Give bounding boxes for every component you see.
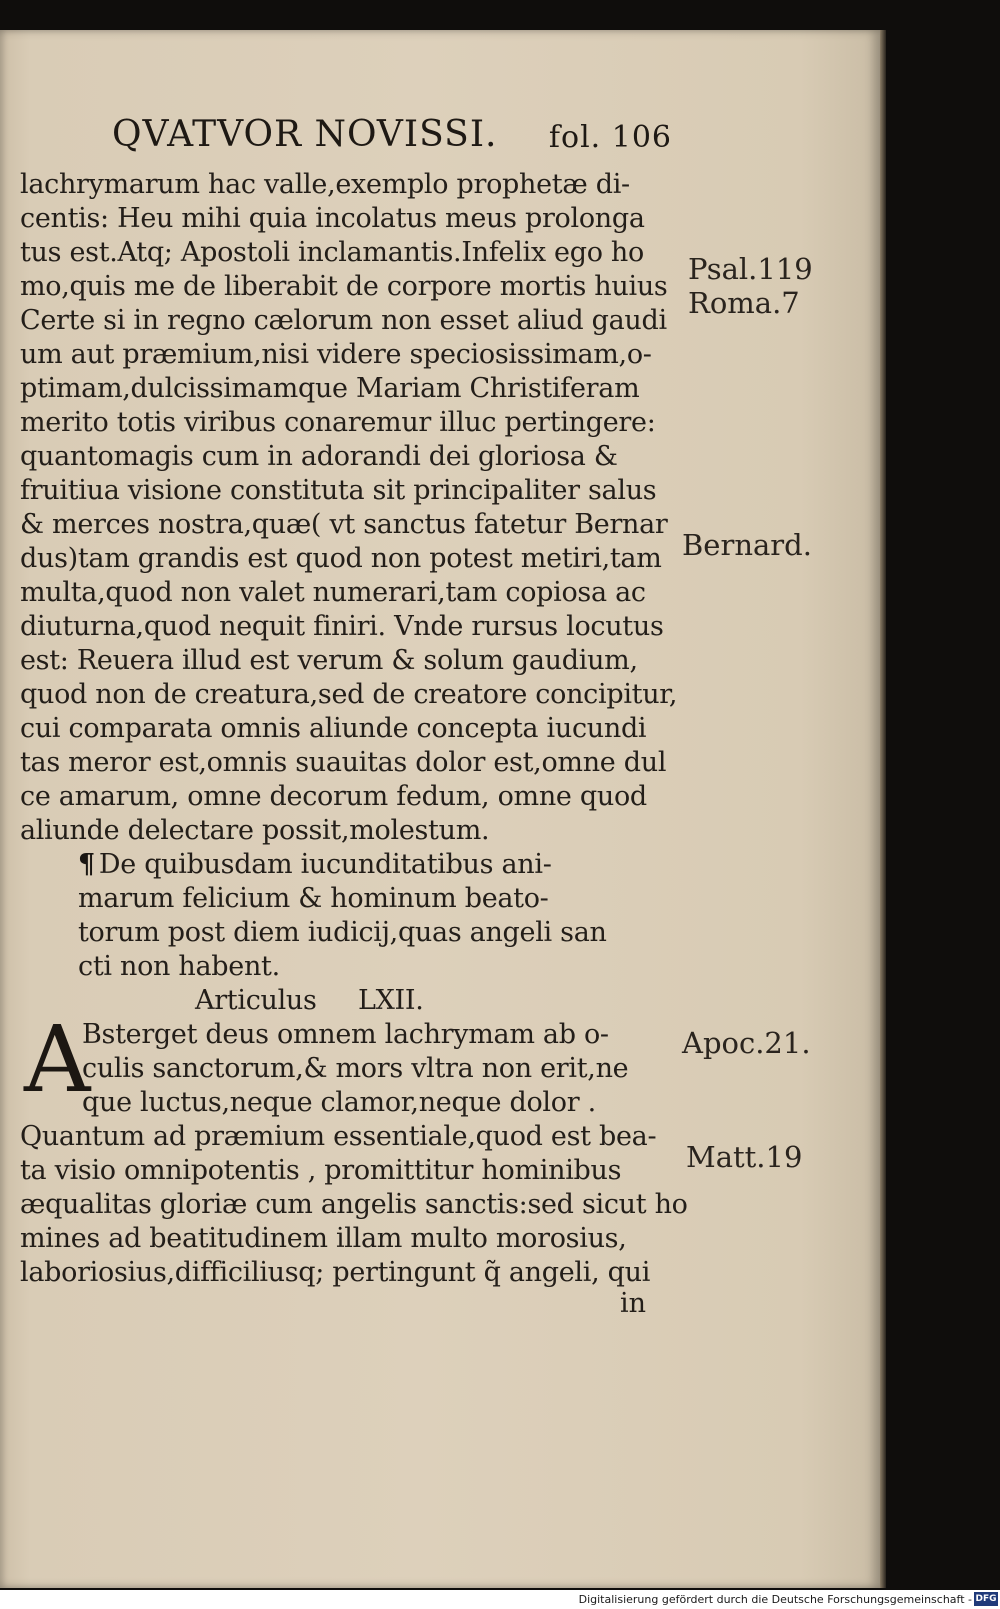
text-line: aliunde delectare possit,molestum. bbox=[20, 815, 490, 846]
text-line: mo,quis me de liberabit de corpore mortis huius bbox=[20, 271, 668, 302]
text-block bbox=[20, 168, 688, 1290]
text-line: que luctus,neque clamor,neque dolor . bbox=[82, 1087, 596, 1118]
text-line: Certe si in regno cælorum non esset aliud gaudi bbox=[20, 305, 667, 336]
chapter-heading-text: De quibusdam iucunditatibus ani- bbox=[98, 849, 552, 880]
catchword: in bbox=[620, 1288, 647, 1319]
margin-note: Bernard. bbox=[682, 528, 812, 562]
text-line: um aut præmium,nisi videre speciosissimam,o- bbox=[20, 339, 652, 370]
margin-note: Psal.119 bbox=[688, 252, 813, 286]
text-line: lachrymarum hac valle,exemplo prophetæ di- bbox=[20, 169, 630, 200]
text-line: Bsterget deus omnem lachrymam ab o- bbox=[82, 1019, 609, 1050]
text-line: mines ad beatitudinem illam multo morosius, bbox=[20, 1223, 627, 1254]
pilcrow-icon: ¶ bbox=[78, 849, 95, 880]
text-line: cui comparata omnis aliunde concepta iucundi bbox=[20, 713, 647, 744]
text-line: multa,quod non valet numerari,tam copiosa ac bbox=[20, 577, 646, 608]
text-line: quod non de creatura,sed de creatore concipitur, bbox=[20, 679, 678, 710]
text-line: centis: Heu mihi quia incolatus meus prolonga bbox=[20, 203, 645, 234]
text-line: tas meror est,omnis suauitas dolor est,omne dul bbox=[20, 747, 667, 778]
page-edge bbox=[880, 30, 886, 1588]
chapter-heading-line: cti non habent. bbox=[78, 951, 280, 982]
text-line: & merces nostra,quæ( vt sanctus fatetur Bernar bbox=[20, 509, 668, 540]
text-line: ce amarum, omne decorum fedum, omne quod bbox=[20, 781, 647, 812]
article-number: Articulus LXII. bbox=[195, 985, 424, 1016]
running-head bbox=[112, 114, 672, 160]
dfg-logo: DFG bbox=[975, 1594, 997, 1604]
text-line: tus est.Atq; Apostoli inclamantis.Infelix ego ho bbox=[20, 237, 644, 268]
folio-number: fol. 106 bbox=[548, 120, 672, 155]
text-line: ta visio omnipotentis , promittitur hominibus bbox=[20, 1155, 622, 1186]
text-line: fruitiua visione constituta sit principaliter salus bbox=[20, 475, 657, 506]
drop-initial: A bbox=[24, 1006, 91, 1113]
margin-note: Matt.19 bbox=[686, 1140, 803, 1174]
margin-note: Roma.7 bbox=[688, 286, 800, 320]
text-line: est: Reuera illud est verum & solum gaudium, bbox=[20, 645, 638, 676]
text-line: culis sanctorum,& mors vltra non erit,ne bbox=[82, 1053, 629, 1084]
text-line: Quantum ad præmium essentiale,quod est bea- bbox=[20, 1121, 657, 1152]
text-line: quantomagis cum in adorandi dei gloriosa & bbox=[20, 441, 618, 472]
chapter-heading-line: marum felicium & hominum beato- bbox=[78, 883, 549, 914]
text-line: æqualitas gloriæ cum angelis sanctis:sed sicut ho bbox=[20, 1189, 688, 1220]
chapter-heading-line: torum post diem iudicij,quas angeli san bbox=[78, 917, 607, 948]
text-line: dus)tam grandis est quod non potest metiri,tam bbox=[20, 543, 662, 574]
text-line: ptimam,dulcissimamque Mariam Christiferam bbox=[20, 373, 640, 404]
footer-credit: Digitalisierung gefördert durch die Deutsche Forschungsgemeinschaft - bbox=[578, 1593, 972, 1606]
margin-note: Apoc.21. bbox=[682, 1026, 811, 1060]
chapter-heading-line bbox=[20, 848, 680, 882]
running-title: QVATVOR NOVISSI. bbox=[112, 114, 498, 155]
text-line: diuturna,quod nequit finiri. Vnde rursus locutus bbox=[20, 611, 664, 642]
text-line: merito totis viribus conaremur illuc pertingere: bbox=[20, 407, 656, 438]
text-line: laboriosius,difficiliusq; pertingunt q̃ angeli, qui bbox=[20, 1257, 651, 1288]
